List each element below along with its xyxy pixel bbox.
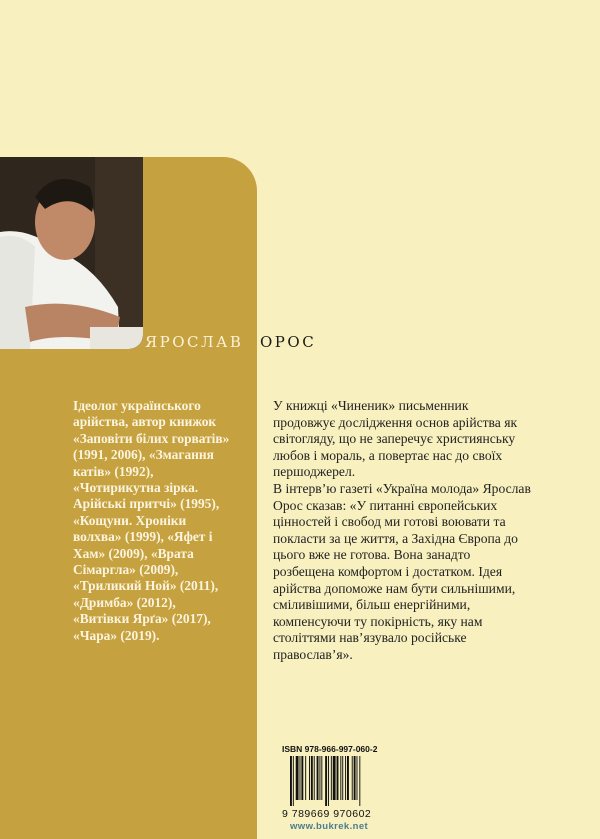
barcode-bar [342,756,343,800]
description-line: компенсуючи ту покірність, яку нам [273,613,483,629]
author-photo [0,157,143,349]
bio-line: Арійські притчі» (1995), [73,496,220,512]
bio-line: «Кощуни. Хроніки [73,512,187,528]
description-line: арійства допоможе нам бути сильнішими, [273,580,516,596]
bio-line: «Дримба» (2012), [73,594,176,610]
barcode-bar [357,756,358,800]
bio-line: Сімаргла» (2009), [73,562,179,578]
description-line: У книжці «Чиненик» письменник [273,398,469,413]
barcode-bar [331,756,332,800]
bio-line: арійства, автор книжок [73,414,217,430]
description-line: В інтерв’ю газеті «Україна молода» Ярослав [273,480,531,496]
author-bio [73,398,258,644]
barcode-bar [321,756,322,800]
bio-line: «Витівки Ярґа» (2017), [73,611,211,627]
bio-line: Хам» (2009), «Врата [73,545,194,561]
description-line: розбещена комфортом і достатком. Ідея [273,563,503,579]
bio-line: «Чотирикутна зірка. [73,480,199,496]
barcode-bar [333,756,336,800]
barcode-bar [325,756,327,806]
barcode-bar [359,756,360,806]
barcode-bar [345,756,346,800]
description-line: сміливішими, більш енергійними, [273,597,471,613]
barcode-bar [352,756,353,800]
description-line: першоджерел. [273,464,356,480]
bio-line: «Чара» (2019). [73,627,160,643]
barcode-bar [319,756,320,800]
barcode-bar [311,756,313,800]
description-line: цього вже не готова. Вона занадто [273,547,471,563]
bio-line: Ідеолог українського [73,398,201,413]
publisher-website: www.bukrek.net [290,821,369,832]
barcode-bar [309,756,310,800]
description-line: покласти за це життя, а Західна Європа до [273,530,518,546]
isbn-block [282,744,402,832]
author-last-name: ОРОС [260,333,317,351]
barcode-bar [301,756,303,800]
barcode-bar [300,756,301,800]
bio-line: «Заповіти білих горватів» [73,430,230,446]
barcode-digits: 9 789669 970602 [282,808,372,820]
barcode-bar [290,756,292,806]
barcode-bar [347,756,349,800]
description-line: православ’я». [273,646,353,662]
description-line: Орос сказав: «У питанні європейських [273,497,498,513]
bio-line: (1991, 2006), «Змагання [73,447,214,463]
bio-line: «Триликий Ной» (2011), [73,578,219,594]
description-line: століттями нав’язувало російське [273,630,467,646]
barcode-bar [328,756,329,806]
bio-line: катів» (1992), [73,463,154,479]
description-line: цінностей і свобод ми готові воювати та [273,514,506,530]
barcode-bar [337,756,339,800]
barcode-bar [354,756,356,800]
barcode-bar [314,756,315,800]
author-first-name: ЯРОСЛАВ [145,333,244,351]
description-line: світогляду, що не заперечує християнську [273,431,516,447]
book-description [273,398,593,664]
barcode-bar [296,756,299,800]
barcode-bar [340,756,341,800]
bio-line: волхва» (1999), «Яфет і [73,529,213,545]
barcode-icon [282,756,392,806]
isbn-text: ISBN 978-966-997-060-2 [282,744,378,754]
barcode-bar [317,756,319,800]
barcode-bar [305,756,306,800]
description-line: любов і мораль, а повертає нас до своїх [273,447,503,463]
barcode-bar [293,756,294,806]
description-line: продовжує дослідження основ арійства як [273,414,518,430]
